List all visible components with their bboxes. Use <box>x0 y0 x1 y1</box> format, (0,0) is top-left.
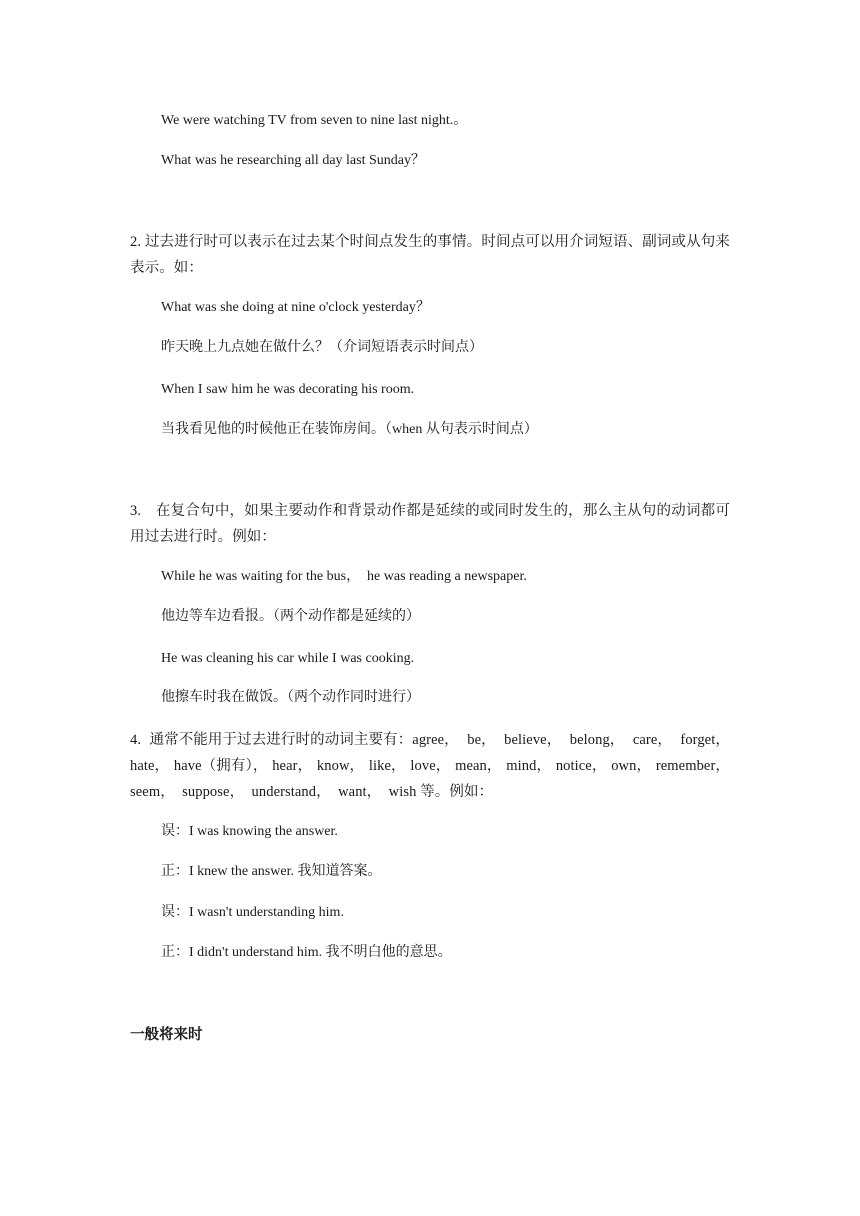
wrong-example: 误：I was knowing the answer. <box>161 824 338 839</box>
example-sentence: We were watching TV from seven to nine last night.。 <box>161 113 468 128</box>
example-translation: 昨天晚上九点她在做什么？（介词短语表示时间点） <box>161 340 483 355</box>
verb-list-item: remember， <box>655 758 730 774</box>
verb-list-item: care， <box>632 732 672 748</box>
example-sentence: He was cleaning his car while I was cooking. <box>161 651 415 666</box>
verb-list-item: belong， <box>569 732 625 748</box>
verb-list-item: love， <box>410 758 451 774</box>
example-sentence: What was she doing at nine o'clock yesterday？ <box>161 300 430 315</box>
verb-list-item: have（拥有）， <box>173 758 268 774</box>
paragraph-4-line-3: seem， suppose， understand， want， wish 等。例如： <box>130 784 494 800</box>
example-sentence: What was he researching all day last Sunday？ <box>161 153 425 168</box>
list-number: 4. <box>130 732 142 748</box>
verb-list-item: be， <box>467 732 496 748</box>
paragraph-2: 2. 过去进行时可以表示在过去某个时间点发生的事情。时间点可以用介词短语、副词或从句来表示。如： <box>130 234 730 276</box>
verb-list-item: forget， <box>680 732 730 748</box>
verb-list-item: mind， <box>506 758 552 774</box>
paragraph-4 <box>130 727 730 805</box>
example-translation: 他边等车边看报。（两个动作都是延续的） <box>161 609 420 624</box>
example-sentence: While he was waiting for the bus， he was reading a newspaper. <box>161 569 527 584</box>
correct-example: 正：I didn't understand him. 我不明白他的意思。 <box>161 945 452 960</box>
verb-list-item: know， <box>316 758 365 774</box>
verb-list-item: notice， <box>555 758 607 774</box>
paragraph-3: 3. 在复合句中，如果主要动作和背景动作都是延续的或同时发生的，那么主从句的动词都可用过去进行时。例如： <box>130 503 730 545</box>
example-translation: 当我看见他的时候他正在装饰房间。（when 从句表示时间点） <box>161 422 538 437</box>
paragraph-4-line-1 <box>130 727 730 753</box>
paragraph-4-line-2 <box>130 753 730 779</box>
verb-list-item: like， <box>368 758 406 774</box>
correct-example: 正：I knew the answer. 我知道答案。 <box>161 864 382 879</box>
wrong-example: 误：I wasn't understanding him. <box>161 905 344 920</box>
verb-list-item: 通常不能用于过去进行时的动词主要有：agree， <box>149 732 459 748</box>
verb-list-item: believe， <box>504 732 562 748</box>
section-heading: 一般将来时 <box>130 1027 203 1043</box>
example-sentence: When I saw him he was decorating his room. <box>161 382 415 397</box>
verb-list-item: hate， <box>130 758 170 774</box>
verb-list-item: hear， <box>272 758 313 774</box>
verb-list-item: mean， <box>455 758 502 774</box>
verb-list-item: own， <box>611 758 652 774</box>
example-translation: 他擦车时我在做饭。（两个动作同时进行） <box>161 690 420 705</box>
